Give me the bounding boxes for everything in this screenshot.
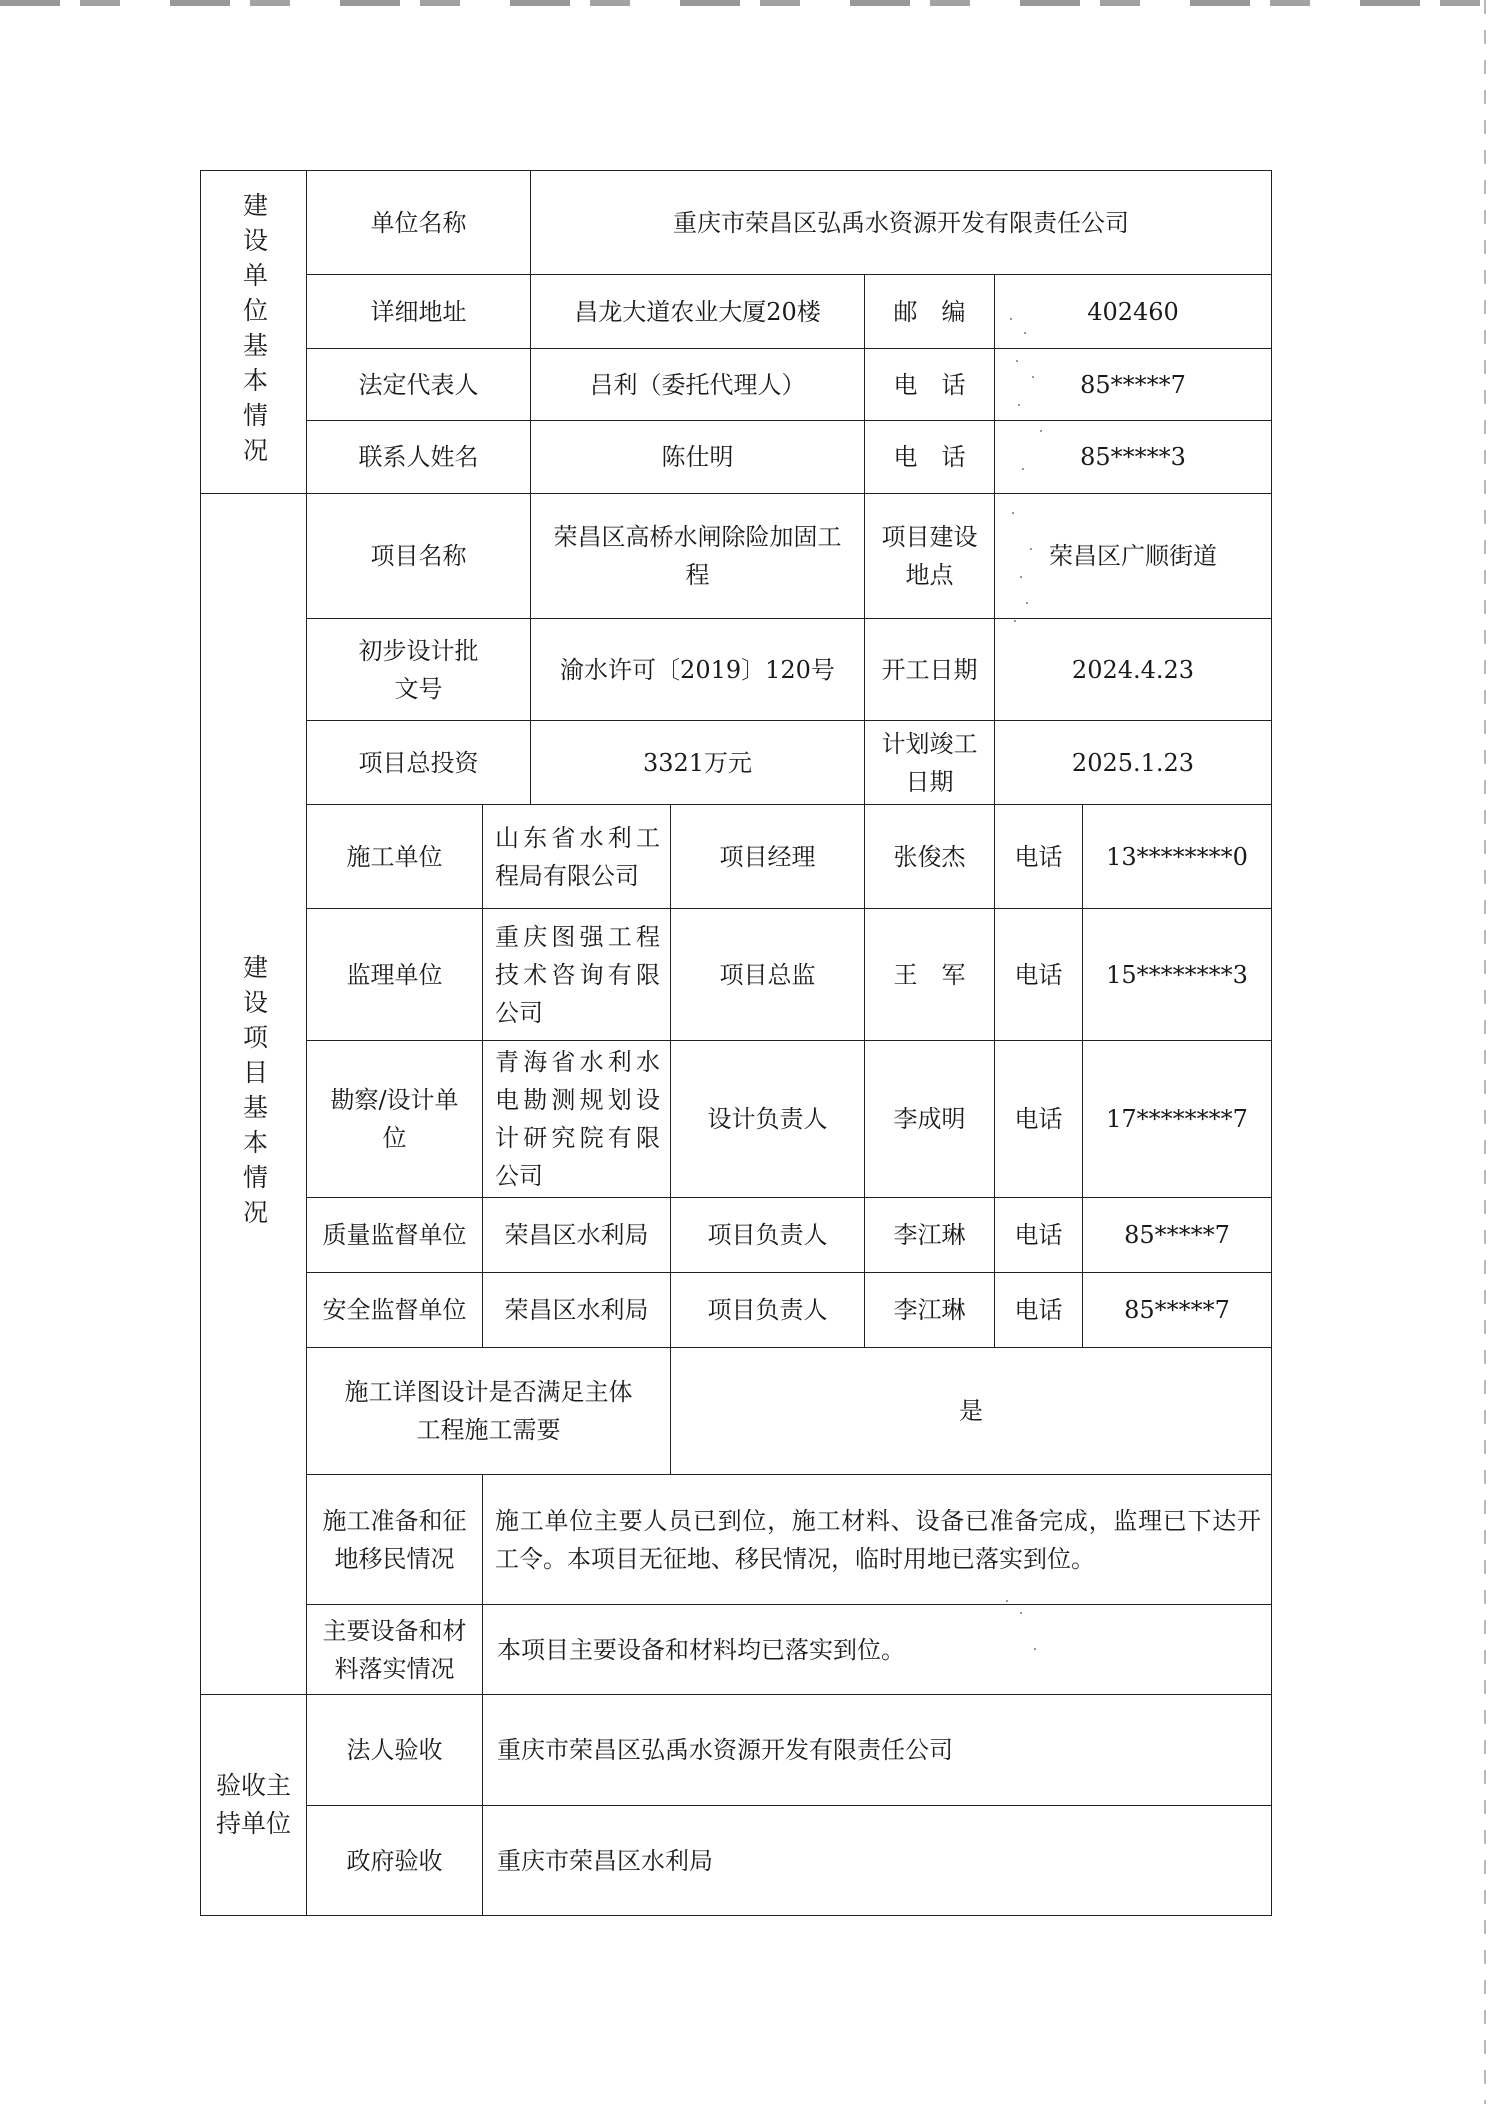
location-value: 荣昌区广顺街道: [994, 493, 1271, 618]
investment-label: 项目总投资: [306, 720, 530, 804]
project-name-value: 荣昌区高桥水闸除险加固工程: [530, 493, 864, 618]
party-role: 勘察/设计单位: [306, 1040, 482, 1197]
legal-rep-phone-value: 85*****7: [994, 348, 1271, 420]
builder-section-header-text: 建设单位基本情况: [239, 192, 269, 472]
party-person: 李江琳: [864, 1197, 994, 1272]
party-phone: 13********0: [1082, 804, 1271, 908]
contact-phone-label: 电 话: [864, 420, 994, 493]
party-role: 监理单位: [306, 908, 482, 1040]
equip-text: 本项目主要设备和材料均已落实到位。: [482, 1604, 1271, 1694]
party-phone: 17********7: [1082, 1040, 1271, 1197]
party-phone-label: 电话: [994, 1040, 1082, 1197]
party-unit: 青海省水利水电勘测规划设计研究院有限公司: [482, 1040, 670, 1197]
legal-rep-label: 法定代表人: [306, 348, 530, 420]
party-person-label: 设计负责人: [670, 1040, 864, 1197]
party-unit: 荣昌区水利局: [482, 1272, 670, 1347]
project-section-header-text: 建设项目基本情况: [239, 954, 269, 1234]
unit-name-value: 重庆市荣昌区弘禹水资源开发有限责任公司: [530, 170, 1271, 274]
party-phone-label: 电话: [994, 908, 1082, 1040]
legal-acceptance-label: 法人验收: [306, 1694, 482, 1805]
party-phone-label: 电话: [994, 1197, 1082, 1272]
address-label: 详细地址: [306, 274, 530, 348]
party-unit: 山东省水利工程局有限公司: [482, 804, 670, 908]
legal-rep-value: 吕利（委托代理人）: [530, 348, 864, 420]
completion-value: 2025.1.23: [994, 720, 1271, 804]
party-phone: 85*****7: [1082, 1272, 1271, 1347]
party-unit: 重庆图强工程技术咨询有限公司: [482, 908, 670, 1040]
builder-section-header: [200, 170, 306, 493]
legal-acceptance-unit: 重庆市荣昌区弘禹水资源开发有限责任公司: [482, 1694, 1271, 1805]
design-question-answer: 是: [670, 1347, 1271, 1474]
party-phone-label: 电话: [994, 804, 1082, 908]
equip-label: 主要设备和材料落实情况: [306, 1604, 482, 1694]
party-person: 王 军: [864, 908, 994, 1040]
party-person-label: 项目经理: [670, 804, 864, 908]
address-value: 昌龙大道农业大厦20楼: [530, 274, 864, 348]
design-question-label: 施工详图设计是否满足主体工程施工需要: [306, 1347, 670, 1474]
party-person: 张俊杰: [864, 804, 994, 908]
party-role: 施工单位: [306, 804, 482, 908]
start-date-value: 2024.4.23: [994, 618, 1271, 720]
prep-text: 施工单位主要人员已到位，施工材料、设备已准备完成，监理已下达开工令。本项目无征地、移民情况，临时用地已落实到位。: [482, 1474, 1271, 1604]
postcode-label: 邮 编: [864, 274, 994, 348]
party-role: 安全监督单位: [306, 1272, 482, 1347]
party-person: 李成明: [864, 1040, 994, 1197]
project-name-label: 项目名称: [306, 493, 530, 618]
party-person-label: 项目负责人: [670, 1197, 864, 1272]
party-phone: 15********3: [1082, 908, 1271, 1040]
party-person-label: 项目负责人: [670, 1272, 864, 1347]
party-person-label: 项目总监: [670, 908, 864, 1040]
project-section-header: [200, 493, 306, 1694]
party-person: 李江琳: [864, 1272, 994, 1347]
postcode-value: 402460: [994, 274, 1271, 348]
gov-acceptance-label: 政府验收: [306, 1805, 482, 1915]
unit-name-label: 单位名称: [306, 170, 530, 274]
completion-label: 计划竣工日期: [864, 720, 994, 804]
party-unit: 荣昌区水利局: [482, 1197, 670, 1272]
gov-acceptance-unit: 重庆市荣昌区水利局: [482, 1805, 1271, 1915]
prep-label: 施工准备和征地移民情况: [306, 1474, 482, 1604]
approval-value: 渝水许可〔2019〕120号: [530, 618, 864, 720]
party-phone-label: 电话: [994, 1272, 1082, 1347]
start-date-label: 开工日期: [864, 618, 994, 720]
acceptance-section-header-text: 验收主持单位: [215, 1771, 291, 1838]
contact-phone-value: 85*****3: [994, 420, 1271, 493]
investment-value: 3321万元: [530, 720, 864, 804]
approval-label: 初步设计批文号: [306, 618, 530, 720]
contact-label: 联系人姓名: [306, 420, 530, 493]
party-role: 质量监督单位: [306, 1197, 482, 1272]
contact-value: 陈仕明: [530, 420, 864, 493]
location-label: 项目建设地点: [864, 493, 994, 618]
party-phone: 85*****7: [1082, 1197, 1271, 1272]
acceptance-section-header: [200, 1694, 306, 1915]
legal-rep-phone-label: 电 话: [864, 348, 994, 420]
